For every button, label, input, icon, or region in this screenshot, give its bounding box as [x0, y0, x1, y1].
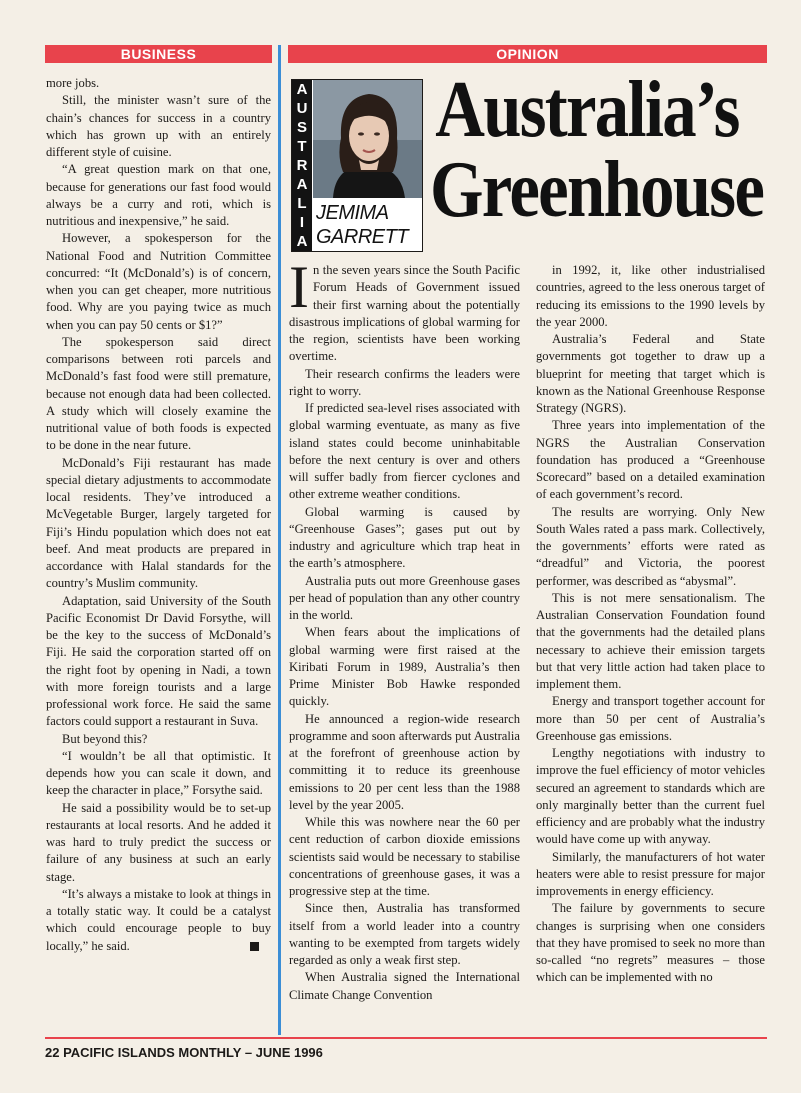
author-box [291, 79, 423, 252]
section-header-business: BUSINESS [45, 45, 272, 63]
paragraph: “A great question mark on that one, because for generations our fast food would always be a curry and roti, which is nutritious and inexpensive,” he said. [46, 162, 271, 228]
vertical-tab-letter: I [299, 214, 305, 231]
vertical-tab-letter: A [296, 176, 308, 193]
paragraph: in 1992, it, like other industrialised countries, agreed to the less onerous target of reducing its emissions to the 1990 levels by the year 2000. [536, 263, 765, 329]
paragraph: Adaptation, said University of the South Pacific Economist Dr David Forsythe, will be the key to the success of McDonald’s Fiji. He said the corporation started off on the right foot by opening in Nadi, a town with more foreign tourists and a large professional work force. He said the same factors could support a restaurant in Suva. [46, 593, 271, 729]
lead-text: n the seven years since the South Pacific Forum Heads of Government issued their first warning about the potentially disastrous implications of global warming for the region, scientists have been working overtime. [289, 263, 520, 364]
paragraph: Global warming is caused by “Greenhouse Gases”; gases put out by industry and agriculture which trap heat in the earth’s atmosphere. [289, 504, 520, 571]
business-column [46, 75, 271, 955]
paragraph: Energy and transport together account for more than 50 per cent of Australia’s Greenhouse gas emissions. [536, 694, 765, 743]
vertical-tab-letter: S [296, 119, 307, 136]
end-of-article-mark [250, 942, 259, 951]
paragraph: But beyond this? [62, 731, 148, 746]
paragraph: If predicted sea-level rises associated with global warming eventuate, as many as five island states could become uninhabitable before the next century is over and others will suffer badly from fiercer cyclones and other extreme weather conditions. [289, 401, 520, 502]
paragraph: “I wouldn’t be all that optimistic. It depends how you can scale it down, and keep the character in place,” Forsythe said. [46, 748, 271, 798]
footer-rule [45, 1037, 767, 1039]
paragraph: When Australia signed the International Climate Change Convention [289, 970, 520, 1002]
paragraph: Australia’s Federal and State governments got together to draw up a blueprint for meeting that target which is known as the National Greenhouse Response Strategy (NGRS). [536, 332, 765, 415]
paragraph: He announced a region-wide research programme and soon afterwards put Australia at the forefront of greenhouse action by committing it to reduce its greenhouse emissions to 20 per cent less than the 1988 level by the year 2005. [289, 711, 520, 812]
section-header-opinion: OPINION [288, 45, 767, 63]
headline-line-2: Greenhouse [430, 146, 764, 234]
vertical-tab-letter: R [296, 157, 308, 174]
opinion-column-b [536, 262, 765, 987]
paragraph: While this was nowhere near the 60 per cent reduction of carbon dioxide emissions scientists said would be necessary to stabilise concentrations of greenhouse gases, it was a progressive step at the time. [289, 815, 520, 898]
paragraph: more jobs. [46, 76, 100, 90]
paragraph: Since then, Australia has transformed itself from a world leader into a country wanting to be exempted from targets widely regarded as only a weak first step. [289, 901, 520, 967]
paragraph: Still, the minister wasn’t sure of the chain’s chances for success in a country which has grown up with an entirely different style of cuisine. [46, 93, 271, 159]
author-first-name: JEMIMA [316, 202, 389, 224]
author-last-name: GARRETT [316, 226, 409, 248]
paragraph: The spokesperson said direct comparisons between roti parcels and McDonald’s fast food were still premature, because not enough data had been collected. A study which will closely examine the nutritional value of both foods is expected to be done in the near future. [46, 334, 271, 453]
paragraph: However, a spokesperson for the National Food and Nutrition Committee concurred: “It (McDonald’s) is of concern, when you can get cheaper, more nutritious food. Why are you paying twice as much when you can pay 50 cents or $1?” [46, 231, 271, 332]
paragraph: Their research confirms the leaders were right to worry. [289, 366, 520, 398]
page-footer: 22 PACIFIC ISLANDS MONTHLY – JUNE 1996 [45, 1045, 323, 1060]
paragraph: Similarly, the manufacturers of hot water heaters were able to resist pressure for major improvements in energy efficiency. [536, 849, 765, 898]
vertical-tab-letter: U [296, 100, 308, 117]
vertical-tab-letter: T [297, 138, 307, 155]
paragraph: “It’s always a mistake to look at things in a totally static way. It could be a catalyst which could encourage people to buy locally,” he said. [46, 886, 271, 953]
author-portrait [313, 80, 422, 198]
paragraph: This is not mere sensationalism. The Australian Conservation Foundation found that the governments had the detailed plans necessary to achieve their emission targets but that very little action had taken place to implement them. [536, 590, 765, 691]
opinion-column-a [289, 254, 520, 1004]
paragraph: Australia puts out more Greenhouse gases per head of population than any other country in the world. [289, 573, 520, 622]
paragraph: When fears about the implications of global warming were first raised at the Kiribati Forum in 1989, Australia’s then Prime Minister Bob Hawke responded quickly. [289, 625, 520, 709]
vertical-tab-letter: L [297, 195, 307, 212]
column-divider [278, 45, 281, 1035]
paragraph: The results are worrying. Only New South Wales rated a pass mark. Collectively, the governments’ efforts were rated as “dreadful” and Victoria, the poorest performer, was described as “abysmal”. [536, 504, 765, 588]
lead-paragraph [289, 254, 520, 366]
paragraph: Three years into implementation of the NGRS the Australian Conservation foundation has produced a “Greenhouse Scorecard” based on a detailed examination of each government’s record. [536, 418, 765, 502]
paragraph: The failure by governments to secure changes is surprising when one considers that they have promised to seek no more than so-called “no regrets” measures – those which can be implemented with no [536, 901, 765, 985]
headline [430, 66, 764, 234]
paragraph: He said a possibility would be to set-up restaurants at local resorts. And he added it was hard to truly predict the success or failure of any business at such an early stage. [46, 800, 271, 884]
vertical-tab-letter: A [296, 233, 308, 250]
country-vertical-tab [292, 80, 312, 251]
vertical-tab-letter: A [296, 81, 308, 98]
headline-line-1: Australia’s [435, 66, 739, 154]
drop-cap: I [289, 254, 309, 320]
paragraph: Lengthy negotiations with industry to improve the fuel efficiency of motor vehicles secured an agreement to standards which are only marginally better than the current fuel efficiency and are probably what the industry would have come up with anyway. [536, 746, 765, 847]
paragraph: McDonald’s Fiji restaurant has made special dietary adjustments to accommodate local residents. They’ve introduced a McVegetable Burger, largely targeted for Fiji’s Hindu population which does not eat beef. And meat products are prepared in accordance with Halal standards for the country’s Muslim community. [46, 455, 271, 591]
